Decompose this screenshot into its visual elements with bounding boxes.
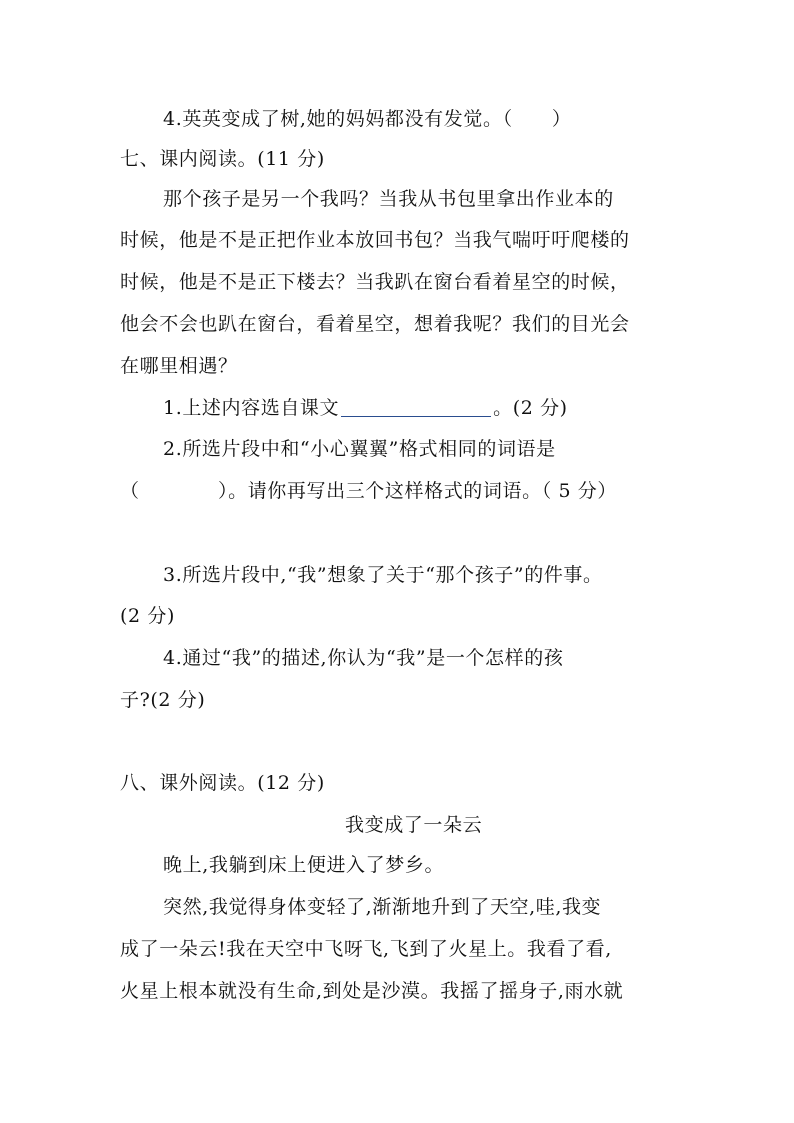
passage-line: 时候，他是不是正下楼去？当我趴在窗台看着星空的时候， <box>120 271 630 293</box>
story-line: 突然,我觉得身体变轻了,渐渐地升到了天空,哇,我变 <box>163 896 602 918</box>
section8-heading: 八、课外阅读。(12 分) <box>120 772 325 794</box>
answer-blank[interactable] <box>341 398 491 417</box>
question-3-line2: (2 分) <box>120 605 175 627</box>
story-title: 我变成了一朵云 <box>345 814 483 836</box>
passage-line: 在哪里相遇？ <box>120 355 238 377</box>
story-line: 晚上,我躺到床上便进入了梦乡。 <box>163 854 445 876</box>
question-2-line1: 2.所选片段中和“小心翼翼”格式相同的词语是 <box>163 438 556 460</box>
question-3-line1: 3.所选片段中,“我”想象了关于“那个孩子”的件事。 <box>163 564 603 586</box>
question-2-line2: （ ）。请你再写出三个这样格式的词语。（ 5 分） <box>120 480 617 502</box>
passage-line: 他会不会也趴在窗台，看着星空，想着我呢？我们的目光会 <box>120 313 630 335</box>
question-1-text: 1.上述内容选自课文 <box>163 397 340 419</box>
story-line: 成了一朵云!我在天空中飞呀飞,飞到了火星上。我看了看, <box>120 938 612 960</box>
section7-heading: 七、课内阅读。(11 分) <box>120 148 325 170</box>
story-line: 火星上根本就没有生命,到处是沙漠。我摇了摇身子,雨水就 <box>120 980 624 1002</box>
passage-line: 那个孩子是另一个我吗？当我从书包里拿出作业本的 <box>163 188 614 210</box>
question-4-line1: 4.通过“我”的描述,你认为“我”是一个怎样的孩 <box>163 647 564 669</box>
question-4-line2: 子?(2 分) <box>120 689 206 711</box>
question-1-points: 。(2 分) <box>493 397 568 419</box>
question-1 <box>163 396 568 420</box>
passage-line: 时候，他是不是正把作业本放回书包？当我气喘吁吁爬楼的 <box>120 229 630 251</box>
section6-item4: 4.英英变成了树,她的妈妈都没有发觉。（ ） <box>163 108 572 130</box>
